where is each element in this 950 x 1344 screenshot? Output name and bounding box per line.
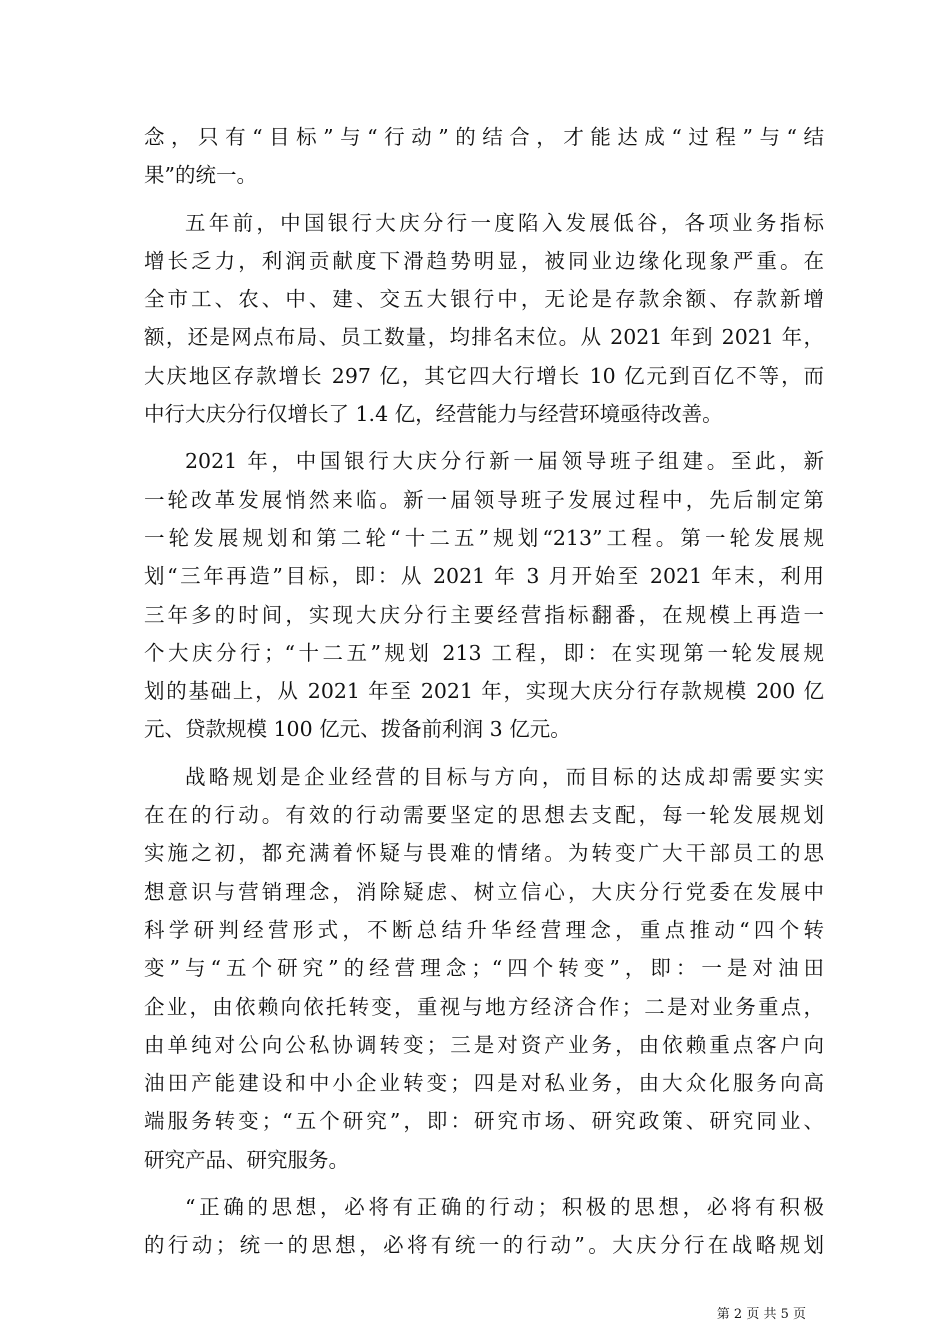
- text-line: 企业，由依赖向依托转变，重视与地方经济合作；二是对业务重点，: [144, 994, 824, 1019]
- text-line: 一轮发展规划和第二轮“十二五”规划“213”工程。第一轮发展规: [144, 525, 824, 550]
- text-line: 额，还是网点布局、员工数量，均排名末位。从 2021 年到 2021 年，: [144, 325, 824, 350]
- text-line: 2021 年，中国银行大庆分行新一届领导班子组建。至此，新: [185, 449, 824, 474]
- page-number-footer: 第 2 页 共 5 页: [716, 1307, 806, 1322]
- text-line: 在在的行动。有效的行动需要坚定的思想去支配，每一轮发展规划: [144, 803, 824, 828]
- text-line: 个大庆分行；“十二五”规划 213 工程，即：在实现第一轮发展规: [144, 640, 824, 665]
- text-line: 增长乏力，利润贡献度下滑趋势明显，被同业边缘化现象严重。在: [144, 248, 824, 273]
- text-line: 五年前，中国银行大庆分行一度陷入发展低谷，各项业务指标: [185, 210, 824, 235]
- text-line: 元、贷款规模 100 亿元、拨备前利润 3 亿元。: [144, 717, 571, 742]
- text-line: 划的基础上，从 2021 年至 2021 年，实现大庆分行存款规模 200 亿: [144, 679, 824, 704]
- text-line: 端服务转变；“五个研究”，即：研究市场、研究政策、研究同业、: [144, 1109, 824, 1134]
- text-line: “正确的思想，必将有正确的行动；积极的思想，必将有积极: [185, 1195, 824, 1220]
- text-line: 由单纯对公向公私协调转变；三是对资产业务，由依赖重点客户向: [144, 1032, 824, 1057]
- body-text: [144, 118, 824, 1265]
- text-line: 的行动；统一的思想，必将有统一的行动”。大庆分行在战略规划: [144, 1233, 824, 1258]
- text-line: 大庆地区存款增长 297 亿，其它四大行增长 10 亿元到百亿不等，而: [144, 363, 824, 388]
- text-line: 果”的统一。: [144, 163, 257, 188]
- text-line: 中行大庆分行仅增长了 1.4 亿，经营能力与经营环境亟待改善。: [144, 402, 723, 427]
- text-line: 划“三年再造”目标，即：从 2021 年 3 月开始至 2021 年末，利用: [144, 564, 824, 589]
- text-line: 三年多的时间，实现大庆分行主要经营指标翻番，在规模上再造一: [144, 602, 824, 627]
- text-line: 研究产品、研究服务。: [144, 1147, 349, 1172]
- text-line: 一轮改革发展悄然来临。新一届领导班子发展过程中，先后制定第: [144, 487, 824, 512]
- text-line: 科学研判经营形式，不断总结升华经营理念，重点推动“四个转: [144, 917, 824, 942]
- text-line: 想意识与营销理念，消除疑虑、树立信心，大庆分行党委在发展中: [144, 879, 824, 904]
- text-line: 实施之初，都充满着怀疑与畏难的情绪。为转变广大干部员工的思: [144, 841, 824, 866]
- text-line: 战略规划是企业经营的目标与方向，而目标的达成却需要实实: [185, 764, 824, 789]
- text-line: 全市工、农、中、建、交五大银行中，无论是存款余额、存款新增: [144, 287, 824, 312]
- text-line: 变”与“五个研究”的经营理念；“四个转变”，即：一是对油田: [144, 956, 824, 981]
- text-line: 念，只有“目标”与“行动”的结合，才能达成“过程”与“结: [144, 125, 824, 149]
- text-line: 油田产能建设和中小企业转变；四是对私业务，由大众化服务向高: [144, 1071, 824, 1096]
